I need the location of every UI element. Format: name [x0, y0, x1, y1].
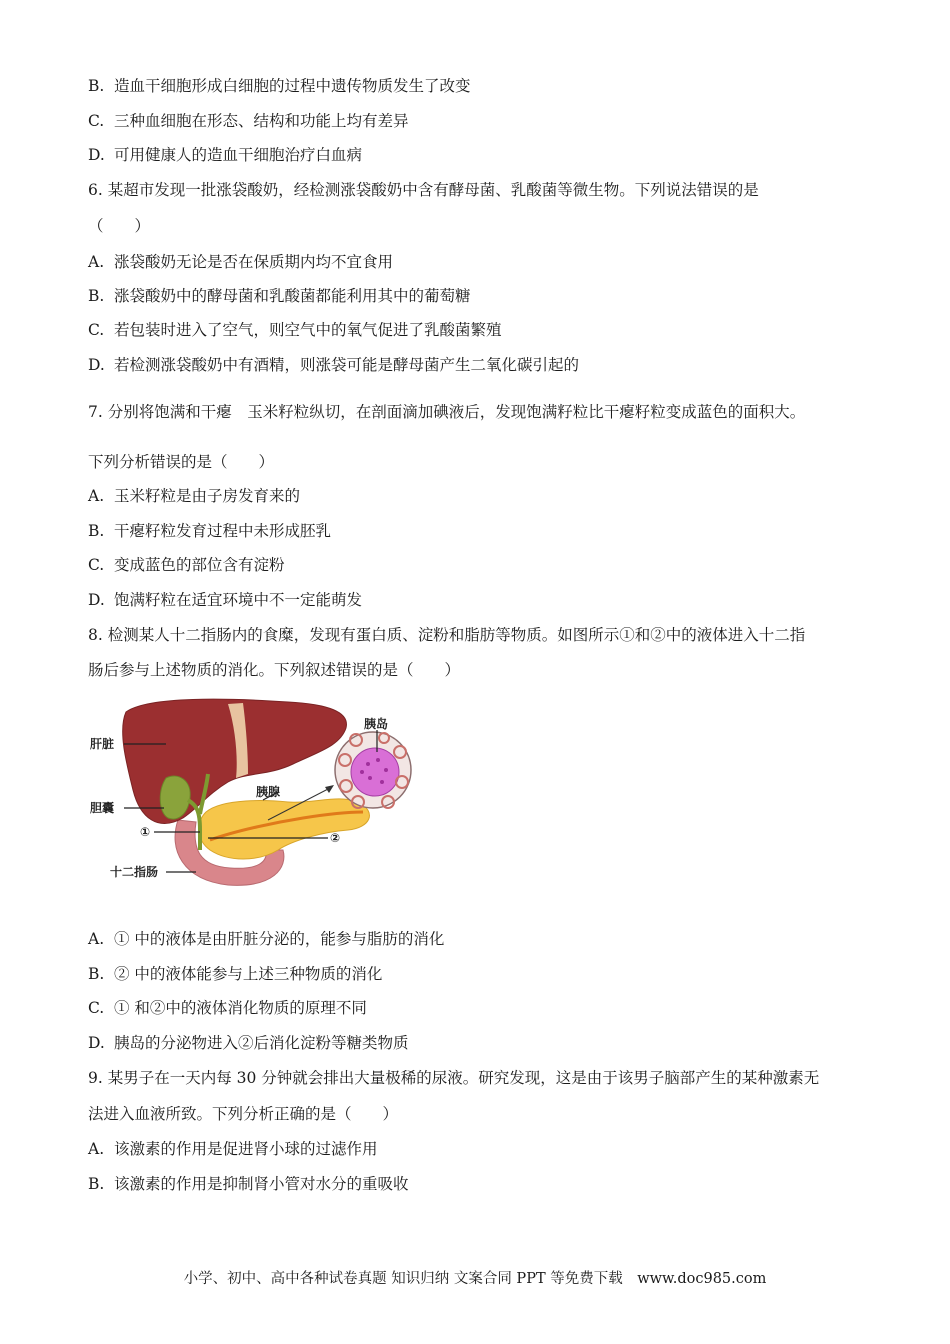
islet-cluster	[351, 748, 399, 796]
mark-2-label: ②	[330, 831, 341, 845]
q6-option-c	[88, 319, 502, 341]
q6-option-a	[88, 251, 393, 273]
q9-stem-line1: 9. 某男子在一天内每 30 分钟就会排出大量极稀的尿液。研究发现，这是由于该男子脑部产生的某种激素无	[88, 1069, 820, 1087]
q7-option-d	[88, 589, 362, 611]
q7-option-a	[88, 485, 300, 507]
liver-label: 肝脏	[90, 737, 115, 751]
islet-pointer-arrowhead	[325, 785, 334, 793]
option-text: 涨袋酸奶中的酵母菌和乳酸菌都能利用其中的葡萄糖	[114, 287, 471, 305]
option-text: ① 中的液体是由肝脏分泌的，能参与脂肪的消化	[114, 930, 445, 948]
q8-stem-line2: 肠后参与上述物质的消化。下列叙述错误的是（ ）	[88, 661, 461, 679]
q5-option-b	[88, 75, 471, 97]
duodenum-label: 十二指肠	[110, 865, 159, 879]
option-letter: B.	[88, 287, 105, 305]
q7-option-c	[88, 554, 285, 576]
mark-1-label: ①	[140, 825, 151, 839]
option-letter: A.	[88, 930, 105, 948]
option-letter: A.	[88, 1140, 105, 1158]
q9-option-b	[88, 1173, 409, 1195]
islet-label: 胰岛	[364, 717, 389, 731]
q6-option-b	[88, 285, 471, 307]
q5-option-d	[88, 144, 362, 166]
option-text: 饱满籽粒在适宜环境中不一定能萌发	[114, 591, 363, 609]
option-text: 若检测涨袋酸奶中有酒精，则涨袋可能是酵母菌产生二氧化碳引起的	[114, 356, 580, 374]
q7-option-b	[88, 520, 331, 542]
option-text: 干瘪籽粒发育过程中未形成胚乳	[114, 522, 332, 540]
q7-stem-line2: 下列分析错误的是（ ）	[88, 453, 275, 471]
option-letter: C.	[88, 321, 105, 339]
q9-option-a	[88, 1138, 378, 1160]
option-letter: D.	[88, 356, 105, 374]
option-text: 该激素的作用是抑制肾小管对水分的重吸收	[114, 1175, 409, 1193]
q8-option-d	[88, 1032, 409, 1054]
q8-option-c	[88, 997, 367, 1019]
q9-stem-line2: 法进入血液所致。下列分析正确的是（ ）	[88, 1105, 399, 1123]
option-letter: C.	[88, 556, 105, 574]
q8-option-a	[88, 928, 444, 950]
option-text: 可用健康人的造血干细胞治疗白血病	[114, 146, 363, 164]
digestive-organs-figure	[88, 690, 448, 895]
option-text: ① 和②中的液体消化物质的原理不同	[114, 999, 367, 1017]
q6-option-d	[88, 354, 579, 376]
option-letter: D.	[88, 146, 105, 164]
page-footer: 小学、初中、高中各种试卷真题 知识归纳 文案合同 PPT 等免费下载 www.doc985.com	[183, 1271, 767, 1287]
q6-stem: 6. 某超市发现一批涨袋酸奶，经检测涨袋酸奶中含有酵母菌、乳酸菌等微生物。下列说法错误的是	[88, 181, 759, 199]
option-text: 玉米籽粒是由子房发育来的	[114, 487, 301, 505]
option-letter: C.	[88, 999, 105, 1017]
q8-option-b	[88, 963, 382, 985]
option-letter: A.	[88, 253, 105, 271]
pancreas-label: 胰腺	[256, 785, 281, 799]
option-letter: D.	[88, 1034, 105, 1052]
option-letter: B.	[88, 965, 105, 983]
option-letter: C.	[88, 112, 105, 130]
option-letter: D.	[88, 591, 105, 609]
q5-option-c	[88, 110, 409, 132]
pancreas-shape	[199, 799, 370, 859]
option-text: 造血干细胞形成白细胞的过程中遗传物质发生了改变	[114, 77, 471, 95]
option-letter: B.	[88, 1175, 105, 1193]
q7-stem-line1: 7. 分别将饱满和干瘪 玉米籽粒纵切，在剖面滴加碘液后，发现饱满籽粒比干瘪籽粒变成蓝色的面积大。	[88, 403, 806, 421]
option-letter: B.	[88, 522, 105, 540]
option-text: 涨袋酸奶无论是否在保质期内均不宜食用	[114, 253, 394, 271]
option-text: 胰岛的分泌物进入②后消化淀粉等糖类物质	[114, 1034, 409, 1052]
option-text: 该激素的作用是促进肾小球的过滤作用	[114, 1140, 378, 1158]
option-text: ② 中的液体能参与上述三种物质的消化	[114, 965, 383, 983]
option-text: 三种血细胞在形态、结构和功能上均有差异	[114, 112, 409, 130]
option-letter: A.	[88, 487, 105, 505]
q6-answer-blank: （ ）	[88, 217, 151, 235]
option-letter: B.	[88, 77, 105, 95]
q8-stem-line1: 8. 检测某人十二指肠内的食糜，发现有蛋白质、淀粉和脂肪等物质。如图所示①和②中的液体进入十二指	[88, 626, 806, 644]
option-text: 若包装时进入了空气，则空气中的氧气促进了乳酸菌繁殖	[114, 321, 502, 339]
option-text: 变成蓝色的部位含有淀粉	[114, 556, 285, 574]
gallbladder-label: 胆囊	[90, 801, 115, 815]
